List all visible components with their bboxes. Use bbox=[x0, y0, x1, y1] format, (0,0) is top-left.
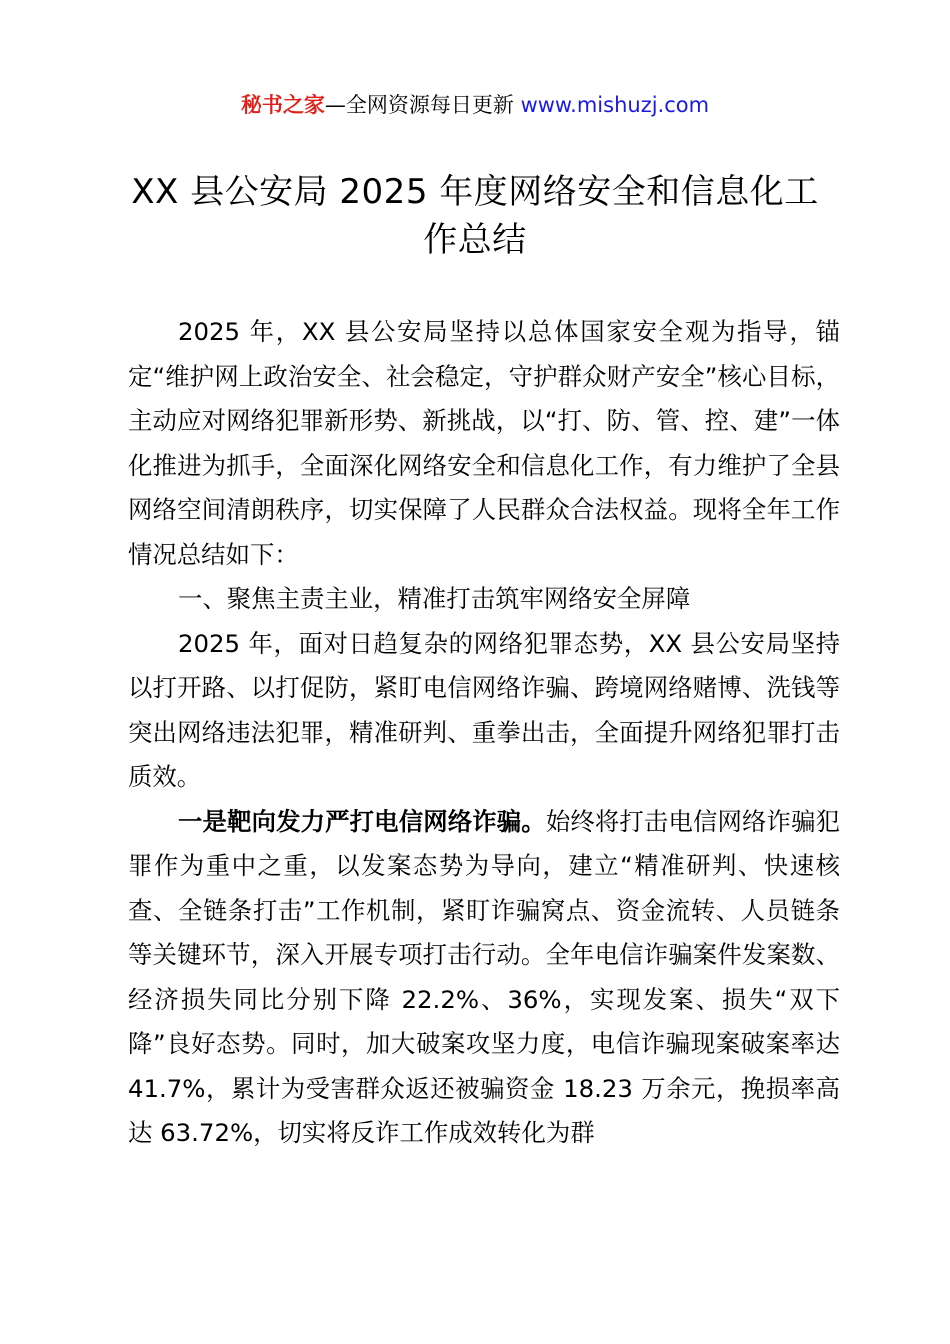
brand-name: 秘书之家 bbox=[240, 93, 325, 117]
lead-paragraph-bold: 一是靶向发力严打电信网络诈骗。 bbox=[178, 806, 546, 836]
header-tagline: —全网资源每日更新 bbox=[324, 93, 521, 117]
section-paragraph: 2025 年，面对日趋复杂的网络犯罪态势，XX 县公安局坚持以打开路、以打促防，紧盯电信网络诈骗、跨境网络赌博、洗钱等突出网络违法犯罪，精准研判、重拳出击，全面提升网络犯罪打击质效。 bbox=[128, 628, 840, 791]
site-header bbox=[0, 88, 950, 122]
site-url-link[interactable]: www.mishuzj.com bbox=[520, 93, 710, 117]
document-body bbox=[128, 310, 840, 1156]
section-heading: 一、聚焦主责主业，精准打击筑牢网络安全屏障 bbox=[178, 584, 691, 613]
document-title: XX 县公安局 2025 年度网络安全和信息化工作总结 bbox=[131, 172, 819, 260]
lead-paragraph bbox=[128, 800, 840, 1156]
lead-paragraph-text: 始终将打击电信网络诈骗犯罪作为重中之重，以发案态势为导向，建立“精准研判、快速核查、全链条打击”工作机制，紧盯诈骗窝点、资金流转、人员链条等关键环节，深入开展专项打击行动。全年电信诈骗案件发案数、经济损失同比分别下降 22.2%、36%，实现发案、损失“双下降”良好态势。同时，加大破案攻坚力度，电信诈骗现案破案率达 41.7%，累计为受害群众返还被骗资金 18.23 万余元，挽损率高达 63.72%，切实将反诈工作成效转化为群 bbox=[128, 806, 840, 1147]
intro-paragraph: 2025 年，XX 县公安局坚持以总体国家安全观为指导，锚定“维护网上政治安全、社会稳定，守护群众财产安全”核心目标，主动应对网络犯罪新形势、新挑战，以“打、防、管、控、建”一体化推进为抓手，全面深化网络安全和信息化工作，有力维护了全县网络空间清朗秩序，切实保障了人民群众合法权益。现将全年工作情况总结如下： bbox=[128, 317, 840, 569]
